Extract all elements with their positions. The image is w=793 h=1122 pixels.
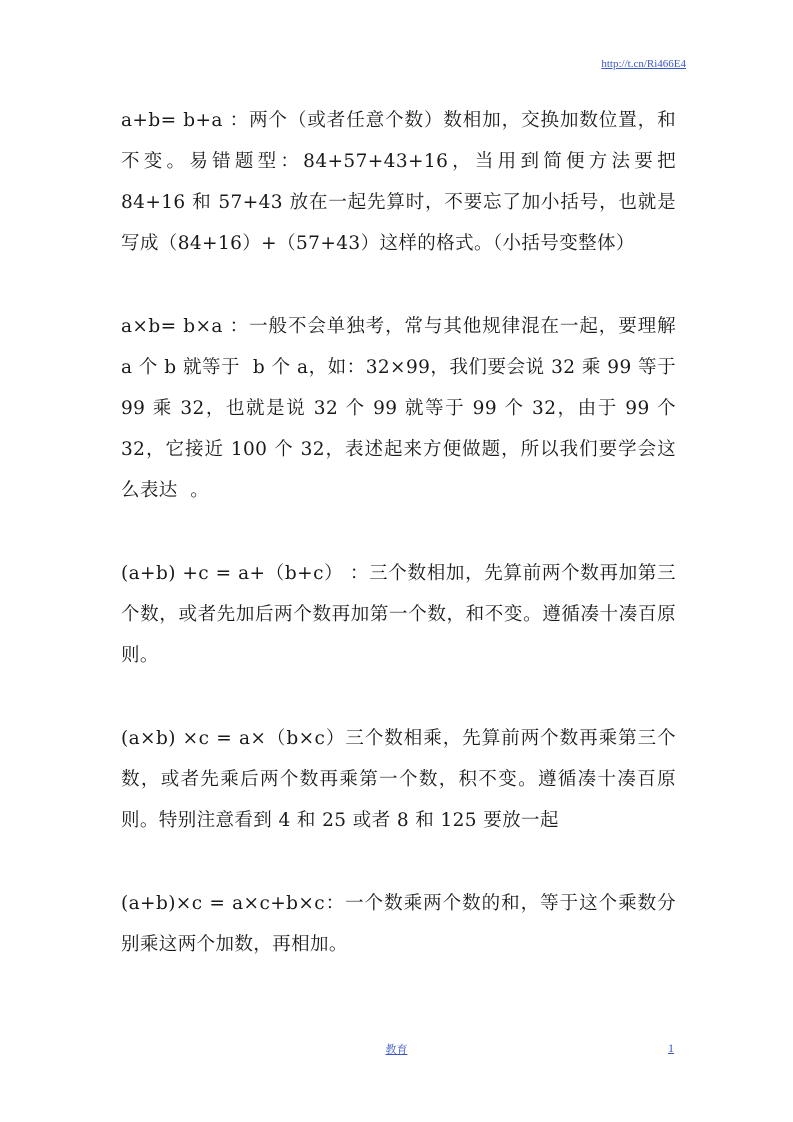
paragraph-commutative-addition: a+b= b+a ：两个（或者任意个数）数相加，交换加数位置，和不变。易错题型：84+57+43+16，当用到简便方法要把 84+16 和 57+43 放在一起先算时，不要忘了加小括号，也就是写成（84+16）+（57+43）这样的格式。（小括号变整体） xyxy=(121,110,683,254)
page-number[interactable]: 1 xyxy=(668,1041,674,1055)
paragraph-associative-multiplication: (a×b) ×c = a×（b×c）三个数相乘，先算前两个数再乘第三个数，或者先乘后两个数再乘第一个数，积不变。遵循凑十凑百原则。特别注意看到 4 和 25 或者 8 和 125 要放一起 xyxy=(121,728,676,831)
footer-category-link[interactable]: 教育 xyxy=(385,1043,408,1056)
paragraph-commutative-multiplication: a×b= b×a ：一般不会单独考，常与其他规律混在一起，要理解 a 个 b 就等于 b 个 a，如：32×99，我们要会说 32 乘 99 等于 99 乘 32，也就是说 32 个 99 就等于 99 个 32，由于 99 个 32，它接近 100 个 32，表述起来方便做题，所以我们要学会这么表达 。 xyxy=(121,316,683,501)
document-body xyxy=(121,100,683,1007)
paragraph-associative-addition: (a+b) +c = a+（b+c） ：三个数相加，先算前两个数再加第三个数，或者先加后两个数再加第一个数，和不变。遵循凑十凑百原则。 xyxy=(121,563,676,666)
header-link[interactable]: http://t.cn/Ri466E4 xyxy=(601,58,686,70)
paragraph-distributive: (a+b)×c = a×c+b×c：一个数乘两个数的和，等于这个乘数分别乘这两个加数，再相加。 xyxy=(121,893,676,955)
